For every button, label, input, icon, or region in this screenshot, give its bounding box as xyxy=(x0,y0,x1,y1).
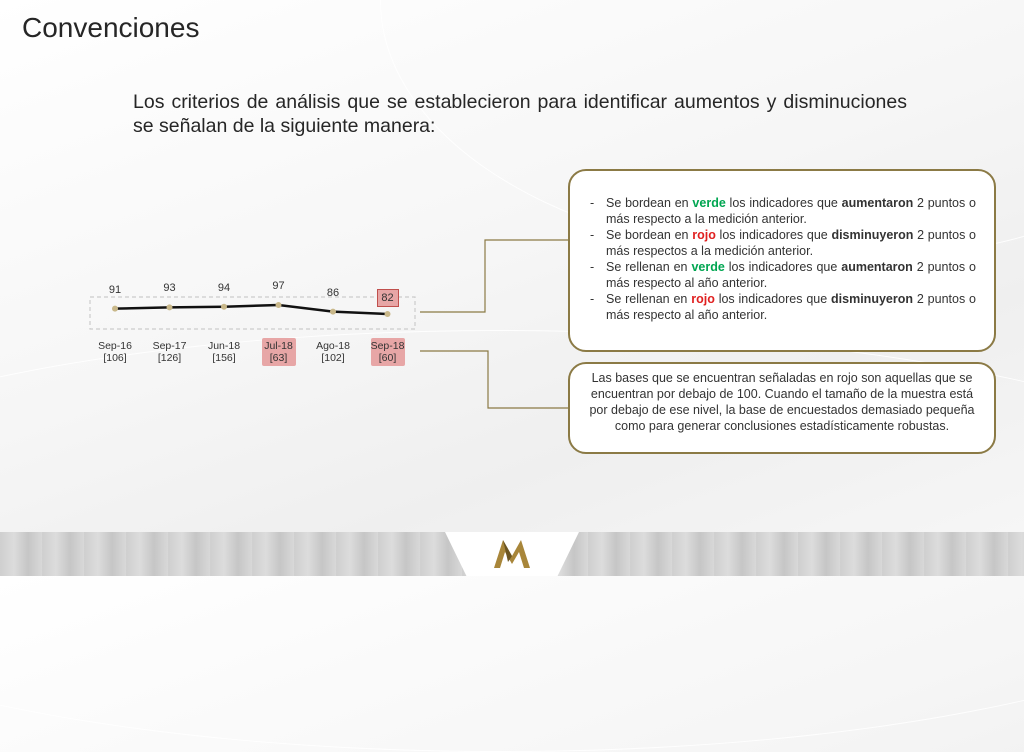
data-point xyxy=(167,304,173,310)
criteria-text: los indicadores que xyxy=(724,260,842,274)
category-base: [126] xyxy=(157,352,182,364)
intro-text: Los criterios de análisis que se establecieron para identificar aumentos y disminuciones se señalan de la siguiente manera: xyxy=(133,91,907,137)
data-point xyxy=(112,306,118,312)
value-label: 93 xyxy=(163,282,176,295)
red-keyword: rojo xyxy=(692,228,716,242)
green-keyword: verde xyxy=(692,196,726,210)
category-base: [60] xyxy=(378,352,397,364)
connector-line-bases xyxy=(420,351,568,408)
category-name: Jun-18 xyxy=(207,340,241,352)
bold-keyword: disminuyeron xyxy=(831,292,913,306)
criteria-item xyxy=(586,291,976,323)
criteria-list xyxy=(586,195,976,323)
criteria-text: los indicadores que xyxy=(715,228,832,242)
red-keyword: rojo xyxy=(691,292,715,306)
gold-m-logo-icon xyxy=(492,536,532,570)
criteria-item xyxy=(586,259,976,291)
value-label: 97 xyxy=(272,280,285,292)
criteria-text: Se bordean en xyxy=(606,196,693,210)
series-line xyxy=(115,305,388,314)
green-keyword: verde xyxy=(691,260,725,274)
value-label: 91 xyxy=(108,283,122,296)
criteria-item xyxy=(586,195,976,227)
criteria-text: 2 puntos o más respecto al año anterior. xyxy=(606,292,976,322)
criteria-text: Se rellenan en xyxy=(606,292,692,306)
criteria-text: 2 puntos o más respectos a la medición anterior. xyxy=(606,228,976,258)
category-label xyxy=(310,338,356,366)
criteria-item xyxy=(586,227,976,259)
bases-note-text: Las bases que se encuentran señaladas en rojo son aquellas que se encuentran por debajo de 100. Cuando el tamaño de la muestra está por debajo de ese nivel, la base de encuestados demasiado pequeña como para generar conclusiones estadísticamente robustas. xyxy=(589,371,975,433)
criteria-text: los indicadores que xyxy=(725,196,842,210)
data-point xyxy=(276,302,282,308)
criteria-box xyxy=(568,169,996,352)
category-label xyxy=(201,338,247,366)
value-label: 82 xyxy=(377,289,399,307)
category-label xyxy=(92,338,138,366)
bold-keyword: aumentaron xyxy=(841,260,913,274)
data-point xyxy=(221,304,227,310)
bold-keyword: disminuyeron xyxy=(831,228,914,242)
page-title: Convenciones xyxy=(22,12,200,43)
category-label xyxy=(371,338,405,366)
category-base: [106] xyxy=(103,352,127,364)
category-name: Sep-16 xyxy=(98,340,132,352)
category-name: Ago-18 xyxy=(316,340,350,352)
category-base: [102] xyxy=(321,352,345,364)
criteria-text: 2 puntos o más respecto a la medición anterior. xyxy=(606,196,976,226)
category-name: Jul-18 xyxy=(264,340,293,352)
criteria-text: 2 puntos o más respecto al año anterior. xyxy=(606,260,976,290)
category-base: [63] xyxy=(269,352,288,364)
category-name: Sep-17 xyxy=(152,340,187,352)
value-label: 94 xyxy=(217,281,231,294)
data-point xyxy=(330,309,336,315)
criteria-text: Se rellenan en xyxy=(606,260,692,274)
category-base: [156] xyxy=(212,352,236,364)
criteria-text: los indicadores que xyxy=(714,292,832,306)
bases-note-box xyxy=(568,362,996,454)
criteria-text: Se bordean en xyxy=(606,228,693,242)
category-label xyxy=(262,338,296,366)
data-point xyxy=(385,311,391,317)
value-label: 86 xyxy=(326,286,340,299)
connector-line-criteria xyxy=(420,240,568,312)
category-label xyxy=(147,338,193,366)
category-name: Sep-18 xyxy=(370,340,405,352)
bold-keyword: aumentaron xyxy=(841,196,914,210)
